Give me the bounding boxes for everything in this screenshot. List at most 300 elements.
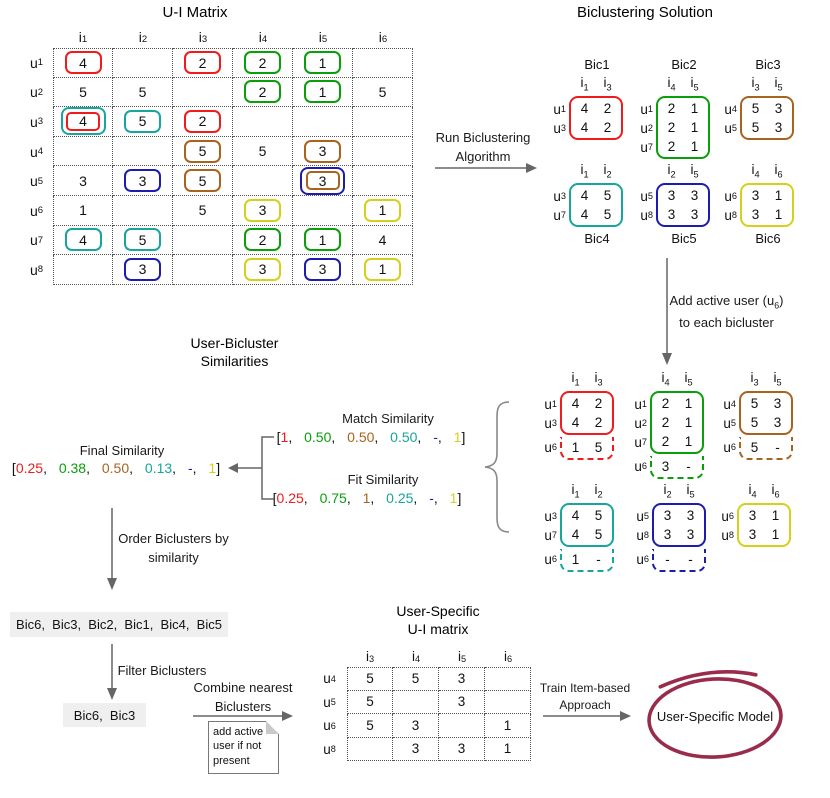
bicluster-value: 2 <box>667 138 676 154</box>
bicluster-box <box>652 503 706 547</box>
bicluster-value: 5 <box>750 439 759 455</box>
bicluster-value: 3 <box>690 187 699 203</box>
bicluster-row-labels <box>713 503 737 547</box>
similarity-value: - <box>187 460 193 476</box>
rating-box: 1 <box>364 258 401 281</box>
col-header: $i_1$ <box>571 482 580 500</box>
rating-box: 1 <box>304 228 341 251</box>
bicluster-value: 5 <box>603 206 612 222</box>
rating-box: 4 <box>65 51 102 74</box>
matrix-cell <box>353 48 413 78</box>
bicluster-value: 3 <box>686 507 695 523</box>
bicluster-bic6-with-active-user <box>713 484 791 547</box>
matrix-cell <box>485 691 531 715</box>
bicluster-col-headers <box>573 77 623 96</box>
similarity-value: 0.13 <box>144 460 173 476</box>
cell-value: 3 <box>457 671 466 687</box>
order-label: Order Biclusters by similarity <box>118 531 229 565</box>
matrix-cell <box>113 166 173 196</box>
bicluster-box <box>656 183 710 227</box>
matrix-cell <box>353 255 413 285</box>
col-header: i 2 <box>138 29 148 45</box>
bicluster-value: 4 <box>571 395 580 411</box>
bicluster-row-labels <box>545 96 569 140</box>
col-header: $i_6$ <box>774 162 783 180</box>
matrix-cell <box>393 738 439 762</box>
row-header: u 8 <box>29 261 44 278</box>
cell-value: 5 <box>366 717 374 733</box>
matrix-cell <box>347 691 393 715</box>
bicluster-bic5-with-active-user <box>628 484 706 572</box>
bicluster-box <box>740 96 794 140</box>
matrix-cell <box>113 255 173 285</box>
row-header: u 6 <box>634 458 647 474</box>
rating-box: 4 <box>65 228 102 251</box>
bicluster-value: 3 <box>748 526 757 542</box>
filter-label: Filter Biclusters <box>117 663 207 678</box>
row-header: u 7 <box>634 434 647 450</box>
row-header: u 5 <box>636 508 649 524</box>
matrix-cell <box>485 738 531 762</box>
col-header: $i_5$ <box>684 370 693 388</box>
bicluster-value: 3 <box>773 395 782 411</box>
bicluster-row-labels <box>628 503 652 547</box>
bicluster-value: 5 <box>594 439 603 455</box>
matrix-cell <box>293 78 353 108</box>
fit-similarity-array: [0.25, 0.75, 1, 0.25, -, 1] <box>272 490 462 506</box>
bicluster-col-headers <box>744 164 794 183</box>
bicluster-value: 1 <box>771 526 780 542</box>
similarity-value: - <box>433 429 438 445</box>
col-header: i 1 <box>78 29 88 45</box>
col-header: $i_5$ <box>690 75 699 93</box>
col-header: $i_4$ <box>661 370 670 388</box>
bicluster-col-headers <box>656 484 706 503</box>
match-similarity-label: Match Similarity <box>342 411 434 426</box>
rating-box: 5 <box>124 228 161 251</box>
bicluster-bic2 <box>632 57 710 159</box>
active-user-row <box>536 549 614 572</box>
col-header: i 6 <box>378 29 388 45</box>
row-header: u 2 <box>29 84 44 101</box>
matrix-cell <box>353 107 413 137</box>
row-header: u 8 <box>724 207 737 223</box>
bicluster-value: 1 <box>690 119 699 135</box>
cell-value: 5 <box>138 83 147 100</box>
matrix-cell <box>347 714 393 738</box>
bicluster-value: 1 <box>684 414 693 430</box>
bicluster-value: 5 <box>751 119 760 135</box>
bicluster-value: 3 <box>667 187 676 203</box>
col-header: i 6 <box>503 649 513 664</box>
bicluster-value: 1 <box>771 507 780 523</box>
bicluster-value: 5 <box>603 187 612 203</box>
similarity-value: 0.25 <box>15 460 44 476</box>
train-arrow-icon <box>543 709 631 723</box>
bicluster-value: 2 <box>594 414 603 430</box>
bicluster-value: 3 <box>751 206 760 222</box>
matrix-cell <box>293 226 353 256</box>
active-user-row <box>626 456 704 479</box>
matrix-cell <box>173 166 233 196</box>
bicluster-value: 2 <box>594 395 603 411</box>
col-header: i 3 <box>198 29 208 45</box>
bicluster-value: 4 <box>571 526 580 542</box>
rating-box: 3 <box>124 169 161 192</box>
bicluster-row-labels <box>545 183 569 227</box>
matrix-cell <box>293 255 353 285</box>
row-header: u 5 <box>29 173 44 190</box>
row-header: u 7 <box>29 232 44 249</box>
cell-value: 1 <box>79 202 87 219</box>
cell-value: 3 <box>457 694 466 710</box>
row-header: u 4 <box>723 396 736 412</box>
bicluster-value: 1 <box>571 551 580 567</box>
row-header: u 5 <box>724 120 737 136</box>
model-label: User-Specific Model <box>656 709 774 724</box>
matrix-cell <box>393 667 439 691</box>
bicluster-value: 3 <box>774 119 783 135</box>
bicluster-row-labels <box>632 183 656 227</box>
cell-value: 5 <box>411 671 420 687</box>
row-header: u 6 <box>29 202 44 219</box>
bicluster-bic1-with-active-user <box>536 372 614 460</box>
note-box: add active user if not present <box>208 721 279 774</box>
bicluster-value: 1 <box>684 433 693 449</box>
rating-box: 1 <box>304 80 341 103</box>
bicluster-bic1 <box>545 57 623 140</box>
cell-value: 1 <box>503 741 512 757</box>
bicluster-col-headers <box>564 484 614 503</box>
row-header: u 5 <box>323 694 336 710</box>
bicluster-bic2-with-active-user <box>626 372 704 479</box>
rating-box: 2 <box>244 51 281 74</box>
matrix-cell <box>353 226 413 256</box>
add-user-label: Add active user $(u_6)$ to each bicluster <box>669 293 784 330</box>
bicluster-value: - <box>596 551 601 567</box>
col-header: i 5 <box>457 649 467 664</box>
similarity-value: 0.75 <box>319 490 347 506</box>
bicluster-value: 1 <box>571 439 580 455</box>
matrix-cell <box>233 78 293 108</box>
row-header: u 2 <box>634 415 647 431</box>
bicluster-value: - <box>775 439 780 455</box>
cell-value: 5 <box>79 83 87 100</box>
bicluster-value: 2 <box>661 414 670 430</box>
matrix-cell <box>53 196 113 226</box>
bicluster-value: 5 <box>751 100 760 116</box>
col-header: i 4 <box>258 29 268 45</box>
matrix-cell <box>53 48 113 78</box>
matrix-cell <box>53 226 113 256</box>
filtered-biclusters-box: Bic6, Bic3 <box>63 703 146 727</box>
bicluster-row-labels <box>716 96 740 140</box>
row-header: u 8 <box>636 527 649 543</box>
bicluster-value: 3 <box>773 414 782 430</box>
matrix-cell <box>173 196 233 226</box>
bicluster-value: 1 <box>774 187 783 203</box>
row-header: u 1 <box>634 396 647 412</box>
bicluster-value: 2 <box>661 395 670 411</box>
row-header: u 1 <box>29 54 44 71</box>
similarity-value: 0.50 <box>304 429 332 445</box>
rating-box: 3 <box>304 258 341 281</box>
train-label: Train Item-based Approach <box>539 681 631 712</box>
row-header: u 1 <box>640 101 653 117</box>
matrix-cell <box>347 738 393 762</box>
bicluster-value: 4 <box>580 187 589 203</box>
row-header: u 8 <box>640 207 653 223</box>
similarities-title: User-Bicluster Similarities <box>190 335 279 370</box>
similarity-value: 1 <box>208 460 217 476</box>
matrix-cell <box>53 107 113 137</box>
run-arrow-icon <box>435 161 537 175</box>
cell-value: 5 <box>198 202 207 219</box>
bicluster-value: 3 <box>663 526 672 542</box>
active-user-dashed-box <box>650 456 704 479</box>
bicluster-value: 4 <box>571 414 580 430</box>
user-specific-matrix-title: User-Specific U-I matrix <box>396 603 480 638</box>
bicluster-value: 5 <box>750 414 759 430</box>
rating-box: 2 <box>244 80 281 103</box>
matrix-cell <box>293 196 353 226</box>
matrix-cell <box>353 137 413 167</box>
matrix-cell <box>53 166 113 196</box>
cell-value: 5 <box>378 83 387 100</box>
rating-box: 3 <box>306 171 340 190</box>
row-header: u 8 <box>721 527 734 543</box>
matrix-cell <box>233 226 293 256</box>
col-header: $i_3$ <box>751 75 760 93</box>
bicluster-label: Bic2 <box>671 57 697 72</box>
bicluster-value: 3 <box>667 206 676 222</box>
col-header: $i_5$ <box>690 162 699 180</box>
run-biclustering-label: Run Biclustering Algorithm <box>435 130 531 164</box>
matrix-cell <box>353 78 413 108</box>
matrix-cell <box>173 226 233 256</box>
bicluster-value: 1 <box>690 100 699 116</box>
bicluster-col-headers <box>743 372 793 391</box>
ui-matrix-table <box>20 26 413 285</box>
rating-box: 3 <box>304 140 341 163</box>
similarity-value: 0.50 <box>390 429 418 445</box>
bicluster-label: Bic3 <box>755 57 781 72</box>
bicluster-box <box>739 391 793 435</box>
bicluster-box <box>569 183 623 227</box>
col-header: $i_3$ <box>750 370 759 388</box>
bicluster-value: 2 <box>603 100 612 116</box>
matrix-cell <box>233 137 293 167</box>
bicluster-box <box>650 391 704 454</box>
similarity-value: - <box>429 490 434 506</box>
matrix-cell <box>173 107 233 137</box>
rating-box: 4 <box>66 112 100 131</box>
col-header: $i_2$ <box>603 162 612 180</box>
bicluster-value: 2 <box>661 433 670 449</box>
rating-box: 2 <box>184 110 221 133</box>
matrix-cell <box>439 714 485 738</box>
matrix-cell <box>173 137 233 167</box>
bicluster-value: 1 <box>774 206 783 222</box>
cell-value: 3 <box>411 741 420 757</box>
bicluster-value: 3 <box>690 206 699 222</box>
row-header: u 2 <box>640 120 653 136</box>
active-user-dashed-box <box>739 437 793 460</box>
similarity-value: 1 <box>362 490 371 506</box>
cell-value: 3 <box>457 741 466 757</box>
combine-label: Combine nearest Biclusters <box>193 680 293 714</box>
row-header: u 6 <box>724 188 737 204</box>
rating-box: 2 <box>184 51 221 74</box>
matrix-cell <box>293 166 353 196</box>
matrix-cell <box>173 255 233 285</box>
bicluster-box <box>737 503 791 547</box>
matrix-cell <box>293 137 353 167</box>
bicluster-value: 4 <box>571 507 580 523</box>
bicluster-row-labels <box>626 391 650 454</box>
bicluster-value: 5 <box>750 395 759 411</box>
row-header: u 6 <box>636 551 649 567</box>
rating-box <box>61 107 106 135</box>
matrix-cell <box>113 196 173 226</box>
bicluster-label: Bic5 <box>671 231 697 246</box>
col-header: $i_2$ <box>667 162 676 180</box>
cell-value: 4 <box>378 231 387 248</box>
bicluster-value: 1 <box>684 395 693 411</box>
rating-box: 5 <box>124 110 161 133</box>
matrix-cell <box>293 48 353 78</box>
cell-value: 5 <box>258 143 267 160</box>
matrix-cell <box>53 137 113 167</box>
row-header: u 4 <box>724 101 737 117</box>
col-header: $i_1$ <box>580 162 589 180</box>
similarity-value: 0.38 <box>58 460 87 476</box>
col-header: i 3 <box>365 649 375 664</box>
col-header: $i_4$ <box>748 482 757 500</box>
bicluster-value: 1 <box>690 138 699 154</box>
final-similarity-array: [0.25, 0.38, 0.50, 0.13, -, 1] <box>11 460 221 476</box>
row-header: u 7 <box>553 207 566 223</box>
similarity-value: 0.50 <box>347 429 375 445</box>
col-header: $i_1$ <box>580 75 589 93</box>
rating-box: 5 <box>184 169 221 192</box>
bicluster-label: Bic1 <box>584 57 610 72</box>
bicluster-value: 2 <box>603 119 612 135</box>
similarity-value: 1 <box>449 490 458 506</box>
matrix-cell <box>233 166 293 196</box>
active-user-dashed-box <box>560 437 614 460</box>
similarity-value: 1 <box>280 429 289 445</box>
user-specific-matrix-table <box>312 646 531 761</box>
bicluster-value: - <box>665 551 670 567</box>
bicluster-label: Bic6 <box>755 231 781 246</box>
bracket-arrow-icon <box>228 430 280 506</box>
matrix-cell <box>353 196 413 226</box>
bicluster-box <box>569 96 623 140</box>
bicluster-value: 5 <box>594 507 603 523</box>
bicluster-box <box>656 96 710 159</box>
rating-box <box>300 167 345 195</box>
col-header: i 5 <box>318 29 328 45</box>
row-header: u 3 <box>553 120 566 136</box>
cell-value: 3 <box>411 717 420 733</box>
rating-box: 3 <box>244 199 281 222</box>
row-header: u 4 <box>323 671 336 687</box>
col-header: $i_2$ <box>663 482 672 500</box>
rating-box: 2 <box>244 228 281 251</box>
bicluster-bic4-with-active-user <box>536 484 614 572</box>
matrix-cell <box>173 78 233 108</box>
row-header: u 7 <box>640 139 653 155</box>
cell-value: 5 <box>366 671 374 687</box>
bicluster-col-headers <box>660 77 710 96</box>
bicluster-value: 2 <box>667 100 676 116</box>
match-similarity-array: [1, 0.50, 0.50, 0.50, -, 1] <box>276 429 466 445</box>
row-header: u 7 <box>544 527 557 543</box>
row-header: u 3 <box>29 113 44 130</box>
bicluster-value: 3 <box>751 187 760 203</box>
bicluster-value: 4 <box>580 119 589 135</box>
matrix-cell <box>113 48 173 78</box>
col-header: $i_6$ <box>771 482 780 500</box>
bicluster-value: 3 <box>686 526 695 542</box>
matrix-cell <box>347 667 393 691</box>
col-header: $i_3$ <box>603 75 612 93</box>
ordered-biclusters-box: Bic6, Bic3, Bic2, Bic1, Bic4, Bic5 <box>10 612 228 637</box>
rating-box: 3 <box>244 258 281 281</box>
col-header: $i_2$ <box>594 482 603 500</box>
bicluster-bic3-with-active-user <box>715 372 793 460</box>
matrix-cell <box>485 667 531 691</box>
bicluster-col-headers <box>564 372 614 391</box>
similarity-value: 1 <box>453 429 462 445</box>
active-user-row <box>536 437 614 460</box>
active-user-dashed-box <box>560 549 614 572</box>
active-user-row <box>715 437 793 460</box>
matrix-cell <box>439 667 485 691</box>
bicluster-bic3 <box>716 57 794 140</box>
col-header: i 4 <box>411 649 421 664</box>
similarity-value: 0.50 <box>101 460 130 476</box>
bicluster-value: - <box>688 551 693 567</box>
matrix-cell <box>53 78 113 108</box>
matrix-cell <box>233 107 293 137</box>
bicluster-value: 4 <box>580 206 589 222</box>
row-header: u 3 <box>544 415 557 431</box>
bicluster-value: 3 <box>661 458 670 474</box>
biclustering-solution-title: Biclustering Solution <box>577 4 713 21</box>
bicluster-row-labels <box>536 503 560 547</box>
row-header: u 6 <box>721 508 734 524</box>
row-header: u 6 <box>544 551 557 567</box>
col-header: $i_1$ <box>571 370 580 388</box>
bicluster-bic6 <box>716 162 794 246</box>
row-header: u 5 <box>640 188 653 204</box>
matrix-cell <box>113 78 173 108</box>
row-header: u 1 <box>544 396 557 412</box>
bicluster-value: 5 <box>594 526 603 542</box>
rating-box: 3 <box>124 258 161 281</box>
matrix-cell <box>485 714 531 738</box>
row-header: u 6 <box>544 439 557 455</box>
matrix-cell <box>439 691 485 715</box>
rating-box: 1 <box>364 199 401 222</box>
row-header: u 6 <box>723 439 736 455</box>
similarity-value: 0.25 <box>386 490 414 506</box>
bicluster-value: - <box>686 458 691 474</box>
bicluster-value: 3 <box>774 100 783 116</box>
matrix-cell <box>439 738 485 762</box>
